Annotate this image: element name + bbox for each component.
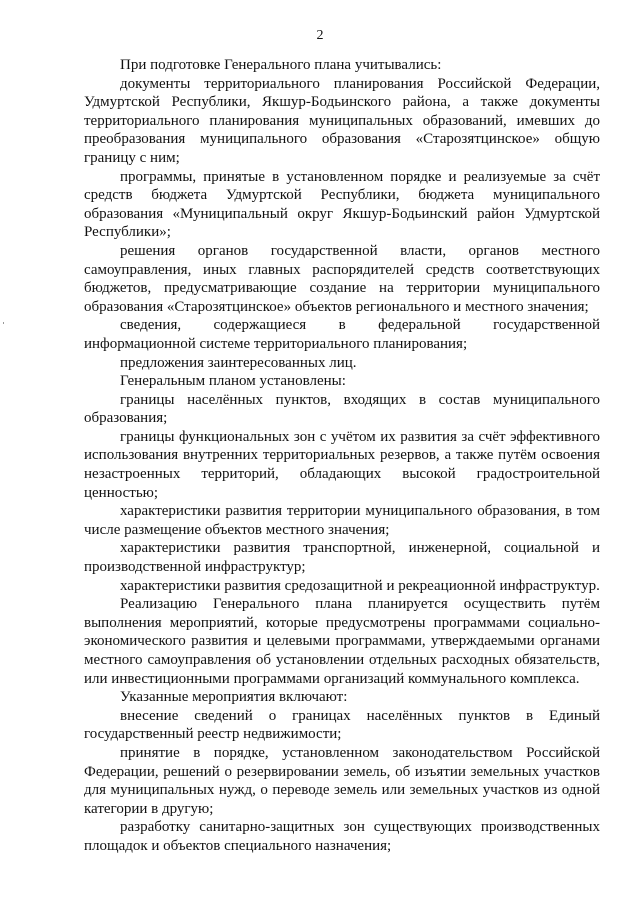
- paragraph: документы территориального планирования Российской Федерации, Удмуртской Республики, Якшур-Бодьинского района, а также документы территориального планирования муниципальных образований, имевших до преобразования муниципального образования «Старозятцинское» общую границу с ним;: [84, 75, 600, 166]
- document-body: [84, 56, 600, 856]
- paragraph: характеристики развития средозащитной и рекреационной инфраструктур.: [120, 577, 600, 594]
- paragraph: При подготовке Генерального плана учитывались:: [120, 57, 442, 73]
- paragraph: границы населённых пунктов, входящих в состав муниципального образования;: [84, 391, 600, 427]
- scan-edge-mark: [3, 322, 4, 324]
- paragraph: характеристики развития территории муниципального образования, в том числе размещение объектов местного значения;: [84, 503, 600, 538]
- paragraph: характеристики развития транспортной, инженерной, социальной и производственной инфраструктур;: [84, 540, 600, 576]
- paragraph: сведения, содержащиеся в федеральной государственной информационной системе территориального планирования;: [84, 317, 600, 352]
- paragraph: внесение сведений о границах населённых пунктов в Единый государственный реестр недвижимости;: [84, 707, 600, 743]
- paragraph: Генеральным планом установлены:: [120, 373, 346, 390]
- paragraph: Указанные мероприятия включают:: [120, 689, 348, 706]
- paragraph: предложения заинтересованных лиц.: [120, 354, 357, 371]
- page-number: 2: [316, 28, 324, 43]
- paragraph: границы функциональных зон с учётом их развития за счёт эффективного использования внутренних территориальных резервов, а также путём освоения незастроенных территорий, обладающих высокой градостроительной ценностью;: [84, 428, 600, 501]
- paragraph: принятие в порядке, установленном законодательством Российской Федерации, решений о резервировании земель, об изъятии земельных участков для муниципальных нужд, о переводе земель или земельных участков из одной категории в другую;: [84, 744, 600, 817]
- paragraph: разработку санитарно-защитных зон существующих производственных площадок и объектов специального назначения;: [84, 819, 600, 854]
- paragraph: решения органов государственной власти, органов местного самоуправления, иных главных распорядителей средств соответствующих бюджетов, предусматривающие создание на территории муниципального образования «Старозятцинское» объектов регионального и местного значения;: [84, 242, 600, 315]
- paragraph: программы, принятые в установленном порядке и реализуемые за счёт средств бюджета Удмуртской Республики, бюджета муниципального образования «Муниципальный округ Якшур-Бодьинский район Удмуртской Республики»;: [84, 168, 600, 241]
- paragraph: Реализацию Генерального плана планируется осуществить путём выполнения мероприятий, которые предусмотрены программами социально-экономического развития и целевыми программами, утверждаемыми органами местного самоуправления об установлении отдельных расходных обязательств, или инвестиционными программами организаций коммунального комплекса.: [84, 596, 600, 687]
